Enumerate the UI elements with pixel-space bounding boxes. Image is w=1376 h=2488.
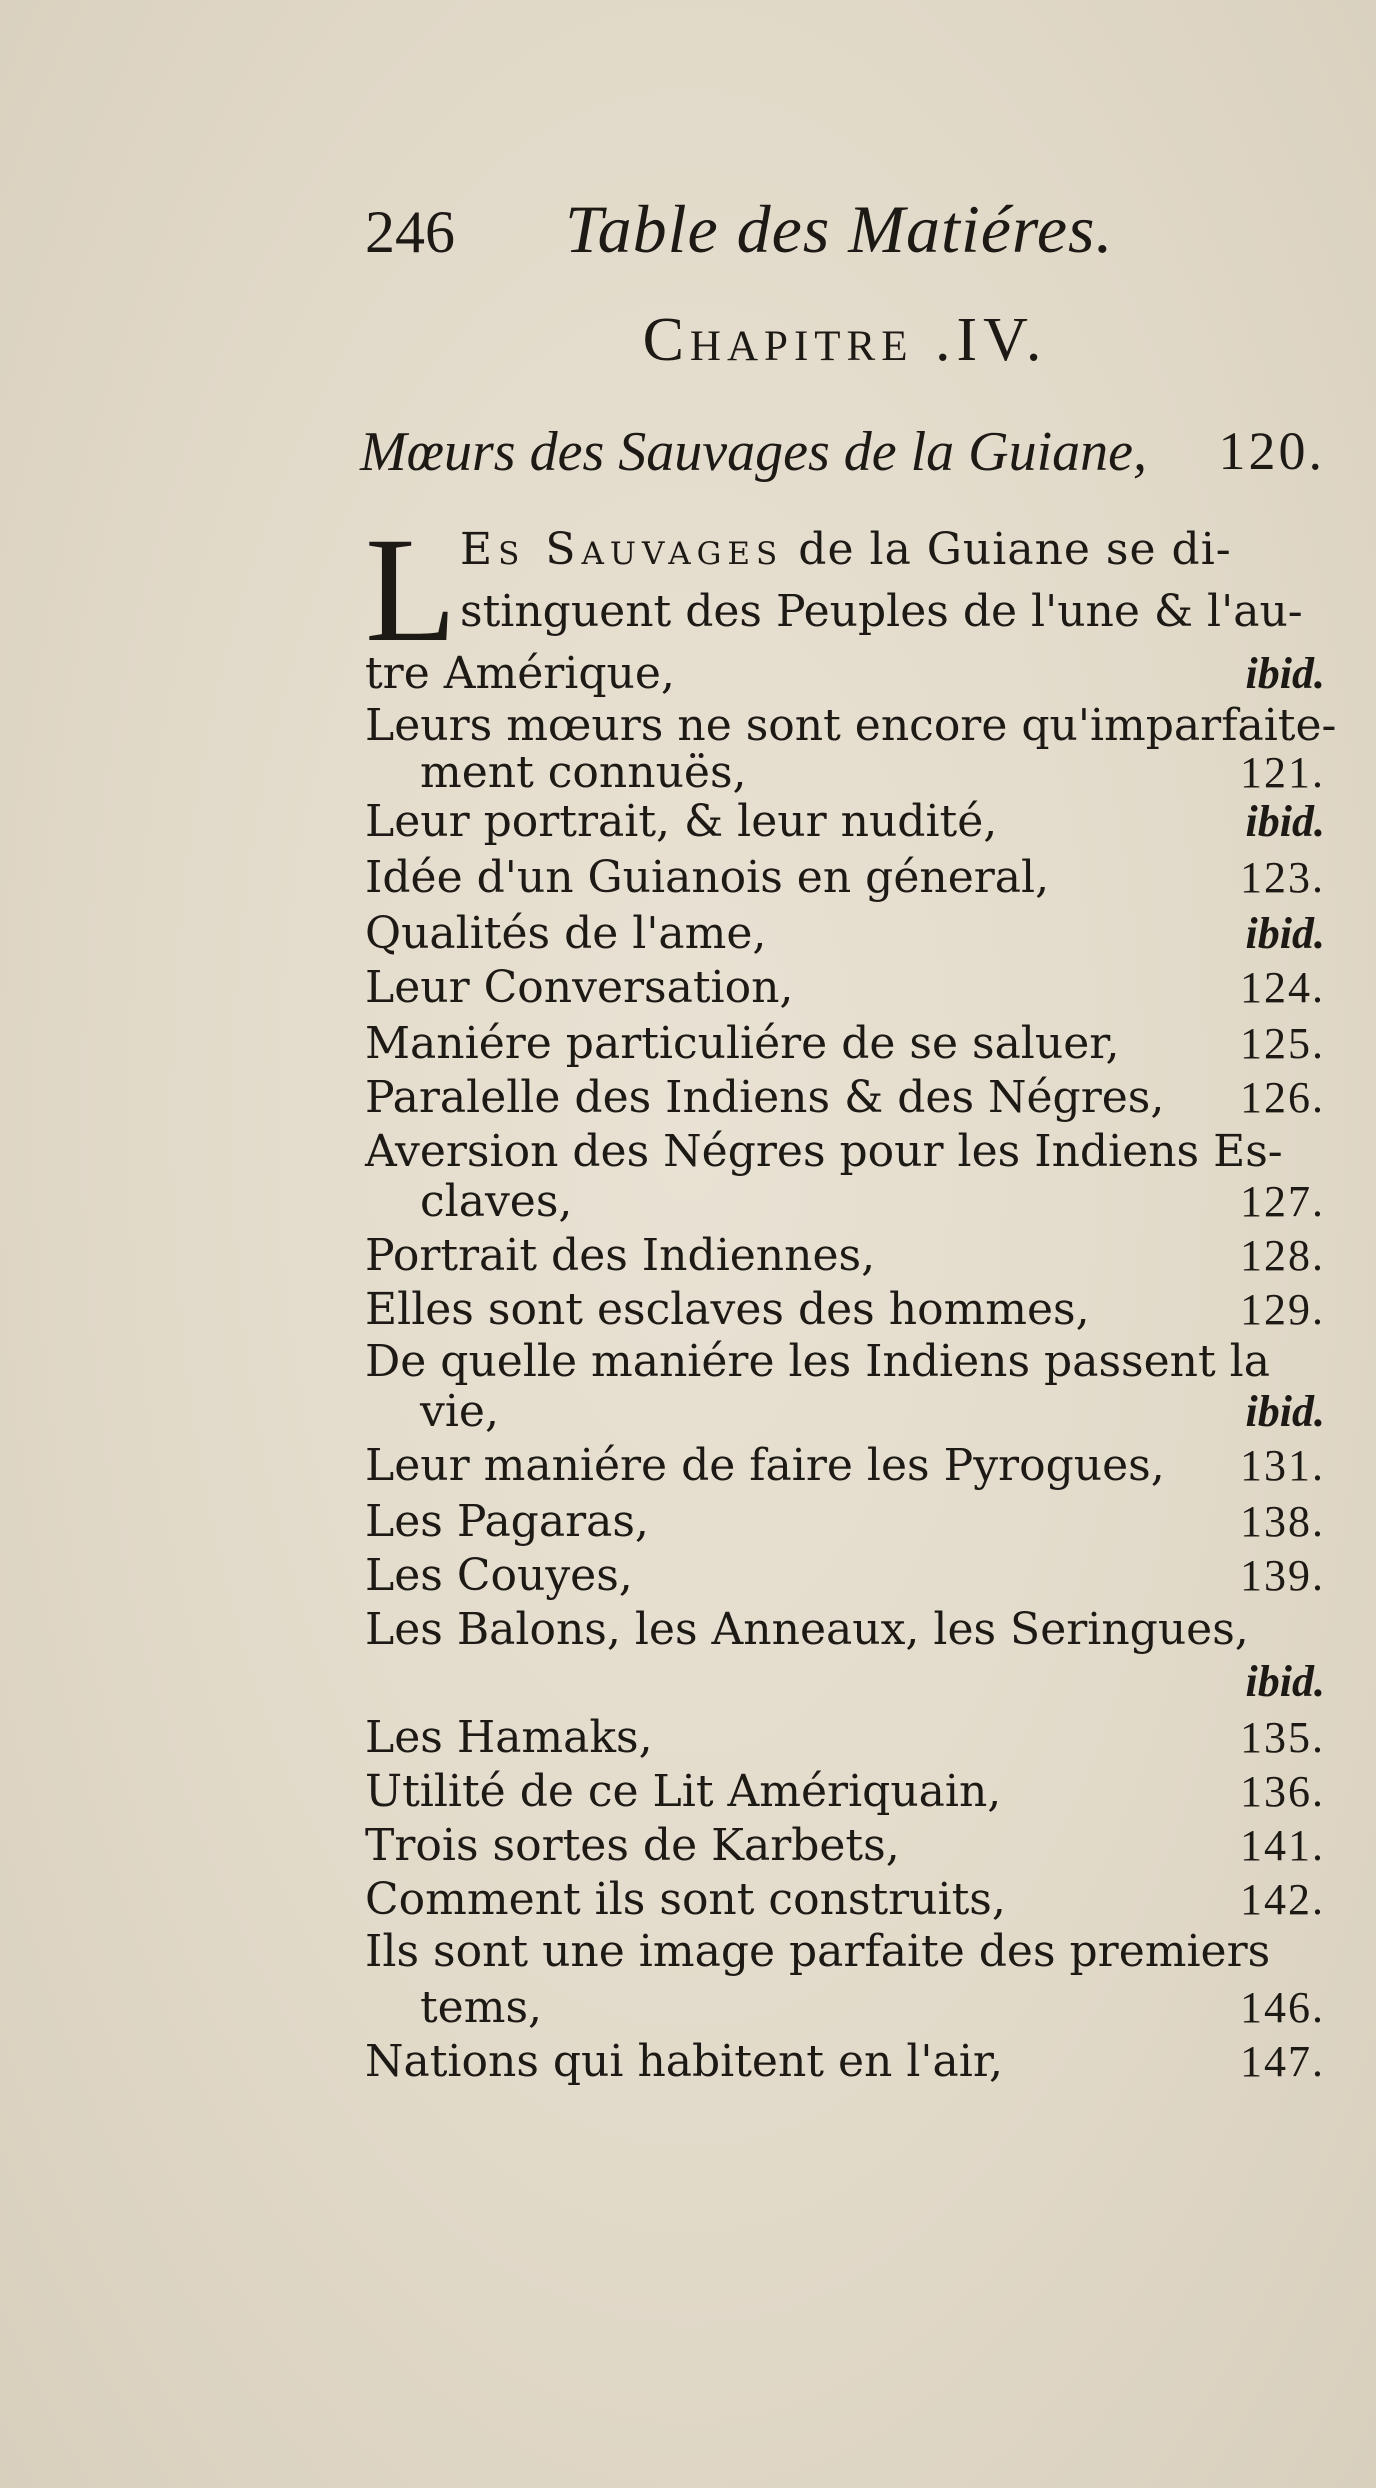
toc-entry bbox=[365, 1284, 1325, 1344]
toc-entry-text: Leur Conversation, bbox=[365, 962, 794, 1013]
toc-entry-page: 126. bbox=[1240, 1073, 1325, 1122]
toc-entry-page: 128. bbox=[1240, 1231, 1325, 1280]
toc-entry-page: 129. bbox=[1240, 1285, 1325, 1334]
toc-entry bbox=[365, 1766, 1325, 1826]
toc-entry-text: vie, bbox=[420, 1386, 499, 1437]
toc-entry bbox=[365, 1926, 1325, 1986]
toc-entry bbox=[365, 1604, 1325, 1664]
toc-entry-continuation bbox=[365, 1656, 1325, 1716]
toc-entry-page: ibid. bbox=[1245, 1657, 1325, 1706]
toc-entry-text: Les Couyes, bbox=[365, 1550, 633, 1601]
first-entry bbox=[365, 507, 1325, 700]
toc-entry-text: Leur portrait, & leur nudité, bbox=[365, 796, 998, 847]
first-entry-line2: stinguent des Peuples de l'une & l'au- bbox=[460, 586, 1303, 637]
drop-cap: L bbox=[365, 507, 457, 673]
toc-entry-page: 139. bbox=[1240, 1551, 1325, 1600]
first-entry-line3-text: tre Amérique, bbox=[365, 648, 675, 699]
toc-entry-text: Idée d'un Guianois en géneral, bbox=[365, 852, 1050, 903]
toc-entry-continuation bbox=[365, 1176, 1325, 1236]
toc-entry-page: 121. bbox=[1240, 748, 1325, 797]
first-entry-line3 bbox=[365, 648, 1325, 708]
toc-entry-page: 142. bbox=[1240, 1875, 1325, 1924]
toc-entry-text: Nations qui habitent en l'air, bbox=[365, 2036, 1003, 2087]
toc-entry bbox=[365, 1230, 1325, 1290]
toc-entry bbox=[365, 1018, 1325, 1078]
first-entry-caps: Es Sauvages bbox=[460, 524, 784, 575]
toc-entry bbox=[365, 1072, 1325, 1132]
toc-entry-text: Maniére particuliére de se saluer, bbox=[365, 1018, 1120, 1069]
toc-entry-text: Aversion des Négres pour les Indiens Es- bbox=[365, 1126, 1283, 1177]
toc-entry-page: ibid. bbox=[1245, 1387, 1325, 1436]
first-entry-line1 bbox=[460, 524, 1232, 575]
toc-entry bbox=[365, 2036, 1325, 2096]
toc-entry-text: Les Hamaks, bbox=[365, 1712, 653, 1763]
toc-entry-page: 135. bbox=[1240, 1713, 1325, 1762]
toc-entry-page: ibid. bbox=[1245, 909, 1325, 958]
toc-entry-text: ment connuës, bbox=[420, 747, 747, 798]
running-head bbox=[365, 190, 1325, 280]
toc-entry-page: 138. bbox=[1240, 1497, 1325, 1546]
toc-entry-text: Les Balons, les Anneaux, les Seringues, bbox=[365, 1604, 1249, 1655]
toc-entry-page: 125. bbox=[1240, 1019, 1325, 1068]
toc-entry-page: 124. bbox=[1240, 963, 1325, 1012]
toc-entry-text: claves, bbox=[420, 1176, 573, 1227]
toc-entry-text: Trois sortes de Karbets, bbox=[365, 1820, 900, 1871]
toc-entry-page: 146. bbox=[1240, 1983, 1325, 2032]
toc-entry bbox=[365, 1496, 1325, 1556]
toc-entry bbox=[365, 1712, 1325, 1772]
toc-entry-text: Leurs mœurs ne sont encore qu'imparfaite- bbox=[365, 700, 1337, 751]
toc-entry-text: tems, bbox=[420, 1982, 543, 2033]
toc-entry bbox=[365, 1874, 1325, 1934]
chapter-heading: Chapitre .IV. bbox=[642, 306, 1048, 374]
toc-entry-text: Paralelle des Indiens & des Négres, bbox=[365, 1072, 1165, 1123]
chapter-subtitle-page: 120. bbox=[1218, 421, 1325, 481]
toc-entry-text: Leur maniére de faire les Pyrogues, bbox=[365, 1440, 1165, 1491]
chapter-subtitle-text: Mœurs des Sauvages de la Guiane, bbox=[360, 421, 1148, 483]
toc-entry-continuation bbox=[365, 1982, 1325, 2042]
toc-entry-text: Comment ils sont construits, bbox=[365, 1874, 1006, 1925]
toc-entry-text: Portrait des Indiennes, bbox=[365, 1230, 876, 1281]
toc-entry-page: 136. bbox=[1240, 1767, 1325, 1816]
chapter-subtitle bbox=[360, 420, 1325, 500]
first-entry-page: ibid. bbox=[1245, 649, 1325, 698]
toc-entry bbox=[365, 962, 1325, 1022]
toc-entry-page: 123. bbox=[1240, 853, 1325, 902]
toc-entry-text: Elles sont esclaves des hommes, bbox=[365, 1284, 1090, 1335]
toc-entry-page: 141. bbox=[1240, 1821, 1325, 1870]
toc-entry-text: Les Pagaras, bbox=[365, 1496, 649, 1547]
toc-entry-text: Utilité de ce Lit Amériquain, bbox=[365, 1766, 1002, 1817]
first-entry-rest: de la Guiane se di- bbox=[783, 524, 1232, 575]
toc-entry-page: 147. bbox=[1240, 2037, 1325, 2086]
toc-entry bbox=[365, 1820, 1325, 1880]
toc-entry-page: 131. bbox=[1240, 1441, 1325, 1490]
page-number: 246 bbox=[365, 199, 455, 265]
toc-entry-continuation bbox=[365, 1386, 1325, 1446]
toc-entry-text: De quelle maniére les Indiens passent la bbox=[365, 1336, 1270, 1387]
toc-entry-text: Ils sont une image parfaite des premiers bbox=[365, 1926, 1271, 1977]
toc-entry bbox=[365, 796, 1325, 856]
toc-entry bbox=[365, 1550, 1325, 1610]
running-title: Table des Matiéres. bbox=[565, 191, 1114, 267]
toc-entry bbox=[365, 908, 1325, 968]
toc-entry-page: ibid. bbox=[1245, 797, 1325, 846]
toc-entry-page: 127. bbox=[1240, 1177, 1325, 1226]
toc-entry-text: Qualités de l'ame, bbox=[365, 908, 767, 959]
toc-entry bbox=[365, 852, 1325, 912]
toc-entry bbox=[365, 1440, 1325, 1500]
